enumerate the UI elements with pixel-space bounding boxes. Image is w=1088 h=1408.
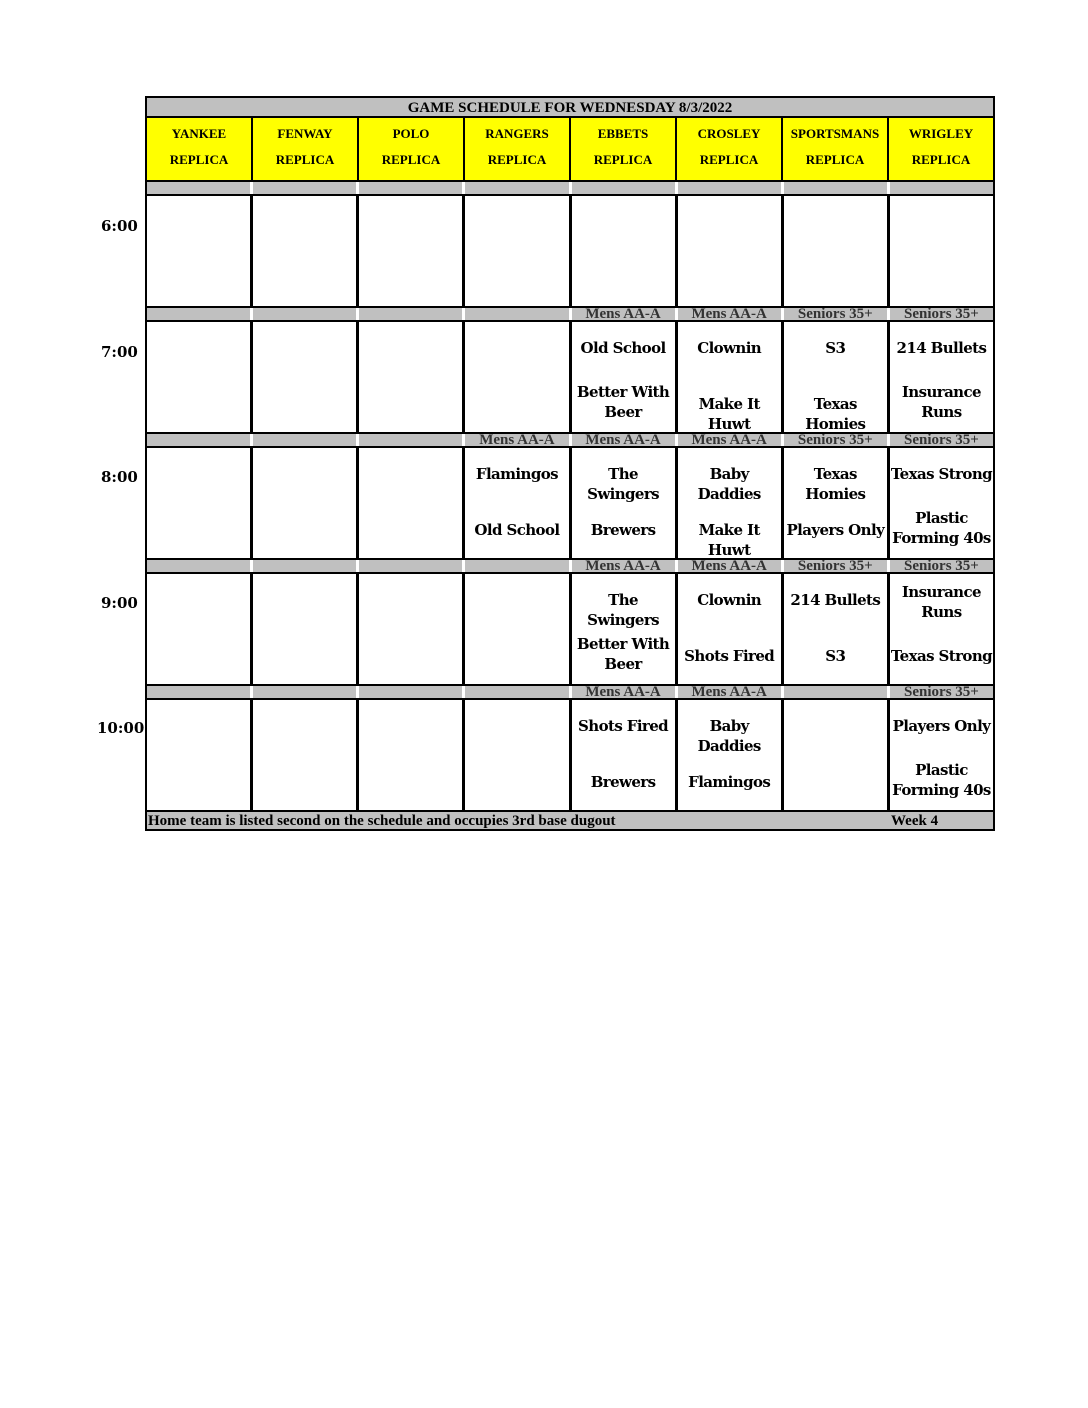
visiting-team: Baby Daddies	[697, 465, 761, 503]
game-cell	[147, 700, 253, 810]
schedule-title: GAME SCHEDULE FOR WEDNESDAY 8/3/2022	[145, 96, 995, 118]
footer-bar	[145, 810, 995, 831]
field-name: RANGERS	[485, 126, 549, 141]
division-label	[784, 686, 890, 698]
division-row	[145, 180, 995, 196]
division-label	[253, 686, 359, 698]
game-cell	[359, 196, 465, 306]
division-label: Seniors 35+	[784, 308, 890, 320]
game-cell	[465, 700, 571, 810]
field-name: FENWAY	[277, 126, 333, 141]
game-cell	[253, 322, 359, 432]
division-label	[359, 182, 465, 194]
game-cell	[572, 196, 678, 306]
game-cell	[465, 196, 571, 306]
division-label	[147, 182, 253, 194]
game-cell	[465, 574, 571, 684]
time-slot-row	[145, 322, 995, 432]
home-team: Better With Beer	[576, 383, 670, 421]
division-label: Seniors 35+	[904, 308, 979, 320]
game-cell	[678, 448, 784, 558]
field-name: CROSLEY	[697, 126, 761, 141]
home-team: Better With Beer	[576, 635, 670, 673]
division-label	[465, 560, 571, 572]
division-label	[359, 560, 465, 572]
game-cell	[147, 574, 253, 684]
game-cell	[359, 700, 465, 810]
division-label	[572, 182, 678, 194]
game-cell	[784, 700, 890, 810]
division-label	[359, 434, 465, 446]
division-label	[147, 308, 253, 320]
division-label	[253, 560, 359, 572]
game-cell	[359, 322, 465, 432]
field-subtitle: REPLICA	[911, 152, 971, 167]
field-header-polo	[359, 118, 465, 180]
division-label	[784, 182, 890, 194]
game-cell	[890, 448, 993, 558]
home-team: Plastic Forming 40s	[892, 509, 991, 547]
visiting-team: Shots Fired	[578, 717, 669, 735]
visiting-team: Players Only	[892, 717, 991, 735]
schedule-table	[145, 96, 995, 831]
game-cell	[147, 448, 253, 558]
home-team: Insurance Runs	[901, 383, 981, 421]
game-cell	[572, 448, 678, 558]
division-label: Mens AA-A	[572, 434, 678, 446]
game-cell	[465, 448, 571, 558]
division-label	[359, 686, 465, 698]
division-label: Mens AA-A	[572, 686, 678, 698]
game-cell	[890, 574, 993, 684]
field-header-sportsmans	[783, 118, 889, 180]
field-subtitle: REPLICA	[699, 152, 759, 167]
division-label	[147, 560, 253, 572]
time-label: 10:00	[97, 719, 145, 737]
home-team: Brewers	[590, 521, 656, 539]
visiting-team: Texas Homies	[805, 465, 866, 503]
visiting-team: Baby Daddies	[697, 717, 761, 755]
game-cell	[678, 574, 784, 684]
visiting-team: Flamingos	[475, 465, 558, 483]
visiting-team: The Swingers	[587, 591, 660, 629]
division-row	[145, 306, 995, 322]
visiting-team: S3	[825, 339, 846, 357]
visiting-team: Old School	[580, 339, 666, 357]
home-team: Shots Fired	[684, 647, 775, 665]
home-team: Texas Homies	[805, 395, 866, 433]
division-label: Seniors 35+	[904, 434, 979, 446]
division-label	[147, 434, 253, 446]
home-team: Plastic Forming 40s	[892, 761, 991, 799]
division-label	[253, 308, 359, 320]
division-label: Mens AA-A	[465, 434, 571, 446]
division-label	[359, 308, 465, 320]
division-row	[145, 432, 995, 448]
game-cell	[572, 700, 678, 810]
field-name: POLO	[392, 126, 430, 141]
field-header-row	[145, 118, 995, 180]
game-cell	[465, 322, 571, 432]
home-team: Brewers	[590, 773, 656, 791]
visiting-team: 214 Bullets	[896, 339, 987, 357]
division-label: Mens AA-A	[572, 560, 678, 572]
division-label	[465, 686, 571, 698]
field-subtitle: REPLICA	[487, 152, 547, 167]
game-cell	[253, 574, 359, 684]
division-label: Mens AA-A	[572, 308, 678, 320]
game-cell	[147, 322, 253, 432]
time-label: 7:00	[101, 343, 138, 361]
field-subtitle: REPLICA	[381, 152, 441, 167]
field-subtitle: REPLICA	[169, 152, 229, 167]
game-cell	[253, 448, 359, 558]
game-cell	[890, 322, 993, 432]
division-label: Seniors 35+	[904, 560, 979, 572]
time-slot-row	[145, 448, 995, 558]
game-cell	[784, 322, 890, 432]
home-team: Flamingos	[688, 773, 771, 791]
home-team: Texas Strong	[890, 647, 993, 665]
time-slot-row	[145, 196, 995, 306]
field-header-yankee	[147, 118, 253, 180]
footer-note: Home team is listed second on the schedule and occupies 3rd base dugout	[148, 813, 616, 829]
division-label	[465, 308, 571, 320]
visiting-team: Insurance Runs	[901, 583, 981, 621]
field-name: EBBETS	[597, 126, 649, 141]
game-cell	[890, 196, 993, 306]
time-label: 6:00	[101, 217, 138, 235]
game-cell	[784, 574, 890, 684]
game-cell	[253, 700, 359, 810]
game-cell	[890, 700, 993, 810]
schedule-body	[145, 180, 995, 810]
week-label: Week 4	[891, 813, 939, 829]
field-name: YANKEE	[171, 126, 227, 141]
home-team: Old School	[474, 521, 560, 539]
division-label: Seniors 35+	[784, 560, 890, 572]
field-subtitle: REPLICA	[275, 152, 335, 167]
field-header-rangers	[465, 118, 571, 180]
division-label: Seniors 35+	[904, 686, 979, 698]
division-label: Mens AA-A	[678, 560, 784, 572]
visiting-team: The Swingers	[587, 465, 660, 503]
field-subtitle: REPLICA	[805, 152, 865, 167]
division-label: Mens AA-A	[678, 434, 784, 446]
field-header-ebbets	[571, 118, 677, 180]
time-label: 8:00	[101, 468, 138, 486]
field-header-crosley	[677, 118, 783, 180]
field-name: SPORTSMANS	[790, 126, 880, 141]
game-cell	[253, 196, 359, 306]
division-label	[465, 182, 571, 194]
game-cell	[678, 322, 784, 432]
game-cell	[678, 700, 784, 810]
visiting-team: Clownin	[697, 339, 762, 357]
division-label	[890, 182, 993, 194]
division-row	[145, 684, 995, 700]
visiting-team: 214 Bullets	[790, 591, 881, 609]
home-team: Players Only	[786, 521, 885, 539]
home-team: Make It Huwt	[698, 395, 760, 433]
division-label: Seniors 35+	[784, 434, 890, 446]
time-label: 9:00	[101, 594, 138, 612]
game-cell	[572, 322, 678, 432]
game-cell	[359, 448, 465, 558]
game-cell	[359, 574, 465, 684]
game-cell	[784, 196, 890, 306]
home-team: S3	[825, 647, 846, 665]
game-cell	[678, 196, 784, 306]
division-label	[253, 434, 359, 446]
field-header-wrigley	[889, 118, 993, 180]
game-cell	[572, 574, 678, 684]
division-row	[145, 558, 995, 574]
visiting-team: Texas Strong	[890, 465, 993, 483]
time-slot-row	[145, 574, 995, 684]
division-label	[147, 686, 253, 698]
home-team: Make It Huwt	[698, 521, 760, 559]
field-name: WRIGLEY	[908, 126, 974, 141]
visiting-team: Clownin	[697, 591, 762, 609]
game-cell	[784, 448, 890, 558]
division-label	[253, 182, 359, 194]
division-label	[678, 182, 784, 194]
field-subtitle: REPLICA	[593, 152, 653, 167]
game-cell	[147, 196, 253, 306]
division-label: Mens AA-A	[678, 686, 784, 698]
division-label: Mens AA-A	[678, 308, 784, 320]
time-slot-row	[145, 700, 995, 810]
field-header-fenway	[253, 118, 359, 180]
